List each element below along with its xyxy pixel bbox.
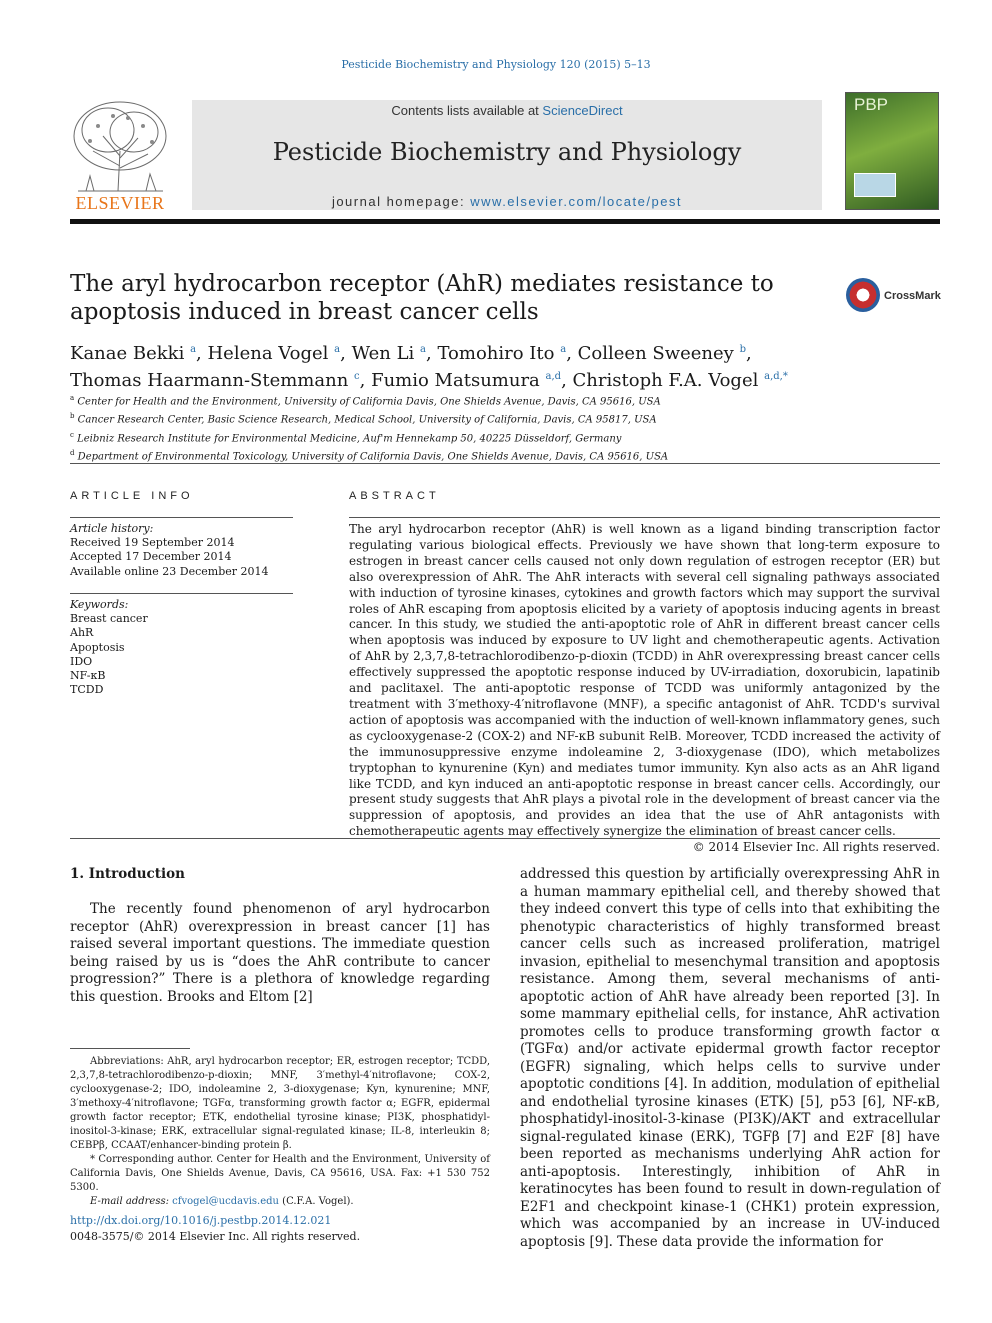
footnotes — [70, 1055, 490, 1209]
affiliation-divider — [70, 463, 940, 464]
email-link[interactable]: cfvogel@ucdavis.edu — [172, 1196, 279, 1207]
corresponding-author-footnote: * Corresponding author. Center for Health and the Environment, University of California Davis, One Shields Avenue, Davis, CA 95616, USA. Fax: +1 530 752 5300. — [70, 1154, 490, 1193]
keywords: Keywords: Breast cancer AhR Apoptosis IDO NF-κB TCDD — [70, 598, 293, 697]
journal-cover-image[interactable] — [845, 92, 939, 210]
author[interactable]: Christoph F.A. Vogel $^{a,d,*}$ — [572, 370, 788, 391]
author[interactable]: Wen Li $^a$ — [351, 343, 426, 364]
article-info-divider — [70, 517, 293, 518]
intro-left-column: The recently found phenomenon of aryl hydrocarbon receptor (AhR) overexpression in breast cancer [1] has raised several important questions. The immediate question being raised by us is “does the AhR contribute to cancer progression?” There is a plethora of knowledge regarding this question. Brooks and Eltom [2] — [70, 901, 490, 1005]
crossmark-icon — [846, 278, 880, 312]
article-info-heading: ARTICLE INFO — [70, 490, 194, 502]
issn-line: 0048-3575/© 2014 Elsevier Inc. All rights reserved. — [70, 1230, 361, 1243]
author[interactable]: Thomas Haarmann-Stemmann $^c$ — [70, 370, 360, 391]
header-divider — [70, 219, 940, 224]
homepage-link[interactable]: www.elsevier.com/locate/pest — [470, 194, 683, 209]
crossmark-button[interactable] — [846, 278, 946, 318]
crossmark-label: CrossMark — [884, 290, 941, 302]
affiliation: $^b$ Cancer Research Center, Basic Science Research, Medical School, University of California, Davis, CA 95817, USA — [70, 412, 657, 426]
author[interactable]: Kanae Bekki $^a$ — [70, 343, 197, 364]
author[interactable]: Colleen Sweeney $^b$ — [577, 343, 746, 364]
cover-thumbnail-icon — [854, 173, 896, 197]
keyword: Breast cancer — [70, 612, 148, 626]
author-list: Kanae Bekki $^a$, Helena Vogel $^a$, Wen Li $^a$, Tomohiro Ito $^a$, Colleen Sweeney $^b$, Thomas Haarmann-Stemmann $^c$, Fumio Matsumura $^{a,d}$, Christoph F.A. Vogel $^{a,d,*}$ — [70, 343, 788, 391]
affiliation: $^d$ Department of Environmental Toxicology, University of California Davis, One Shields Avenue, Davis, CA 95616, USA — [70, 448, 669, 463]
keyword: NF-κB — [70, 669, 106, 683]
footnote-divider — [70, 1048, 190, 1049]
journal-citation[interactable]: Pesticide Biochemistry and Physiology 120 (2015) 5–13 — [341, 58, 651, 71]
journal-banner — [192, 100, 822, 210]
email-footnote: E-mail address: cfvogel@ucdavis.edu (C.F.A. Vogel). — [90, 1196, 354, 1207]
article-history: Article history: Received 19 September 2014 Accepted 17 December 2014 Available online 23 December 2014 — [70, 522, 269, 578]
contents-line: Contents lists available at ScienceDirect — [391, 103, 623, 118]
abstract-heading: ABSTRACT — [349, 490, 440, 502]
keyword: Apoptosis — [70, 640, 125, 654]
abstract-end-divider — [70, 838, 940, 839]
affiliations — [70, 391, 930, 464]
cover-title: PBP — [854, 95, 889, 114]
author[interactable]: Helena Vogel $^a$ — [207, 343, 341, 364]
abstract-divider — [349, 517, 940, 518]
affiliation: $^a$ Center for Health and the Environment, University of California Davis, One Shields Avenue, Davis, CA 95616, USA — [70, 394, 661, 408]
doi-block — [70, 1213, 360, 1245]
abstract-copyright: © 2014 Elsevier Inc. All rights reserved. — [692, 840, 940, 855]
sciencedirect-link[interactable]: ScienceDirect — [542, 103, 623, 118]
affiliation: $^c$ Leibniz Research Institute for Environmental Medicine, Auf'm Hennekamp 50, 40225 Düsseldorf, Germany — [70, 430, 622, 444]
keywords-divider — [70, 593, 293, 594]
author[interactable]: Fumio Matsumura $^{a,d}$ — [371, 370, 562, 391]
keyword: IDO — [70, 654, 93, 668]
abstract-body: The aryl hydrocarbon receptor (AhR) is well known as a ligand binding transcription factor regulating various biological effects. Previously we have shown that long-term exposure to estrogen in breast cancer cells caused not only down regulation of estrogen receptor (ER) but also overexpression of AhR. The AhR interacts with several cell signaling pathways associated with induction of tyrosine kinases, cytokines and growth factors which may support the survival roles of AhR escaping from apoptosis elicited by a variety of apoptosis inducing agents in breast cancer. In this study, we studied the anti-apoptotic role of AhR in different breast cancer cells when apoptosis was induced by exposure to UV light and chemotherapeutic agents. Activation of AhR by 2,3,7,8-tetrachlorodibenzo-p-dioxin (TCDD) in AhR overexpressing breast cancer cells effectively suppressed the apoptotic response induced by UV-irradiation, doxorubicin, lapatinib and paclitaxel. The anti-apoptotic response of TCDD was uniformly antagonized by the treatment with 3′methoxy-4′nitroflavone (MNF), a specific antagonist of AhR. TCDD's survival action of apoptosis was accompanied with the induction of well-known inflammatory genes, such as cyclooxygenase-2 (COX-2) and NF-κB subunit RelB. Moreover, TCDD increased the activity of the immunosuppressive enzyme indoleamine 2, 3-dioxygenase (IDO), which metabolizes tryptophan to kynurenine (Kyn) and mediates tumor immunity. Kyn also acts as an AhR ligand like TCDD, and kyn induced an anti-apoptotic response in breast cancer cells. Accordingly, our present study suggests that AhR plays a pivotal role in the development of breast cancer via the suppression of apoptosis, and provides an idea that the use of AhR antagonists with chemotherapeutic agents may effectively synergize the elimination of breast cancer cells. © 2014 Elsevier Inc. All rights reserved. — [349, 522, 940, 855]
homepage-line: journal homepage: www.elsevier.com/locate/pest — [331, 194, 683, 209]
author[interactable]: Tomohiro Ito $^a$ — [437, 343, 567, 364]
abbreviations-footnote: Abbreviations: AhR, aryl hydrocarbon receptor; ER, estrogen receptor; TCDD, 2,3,7,8-tetrachlorodibenzo-p-dioxin; MNF, 3′methyl-4′nitroflavone; COX-2, cyclooxygenase-2; IDO, indoleamine 2, 3-dioxygenase; Kyn, kynurenine; MNF, 3′methoxy-4′nitroflavone; TGFα, transforming growth factor α; EGFR, epidermal growth factor receptor; ETK, endothelial tyrosine kinase; PI3K, phosphatidyl-inositol-3-kinase; ERK, extracellular signal-regulated kinase; IL-8, interleukin 8; CEBPβ, CCAAT/enhancer-binding protein β. — [70, 1056, 490, 1151]
keyword: AhR — [70, 626, 94, 640]
article-title: The aryl hydrocarbon receptor (AhR) mediates resistance to apoptosis induced in breast cancer cells — [70, 271, 774, 325]
journal-title: Pesticide Biochemistry and Physiology — [272, 138, 742, 166]
doi-link[interactable]: http://dx.doi.org/10.1016/j.pestbp.2014.12.021 — [70, 1214, 332, 1227]
publisher-wordmark: ELSEVIER — [75, 193, 165, 213]
section-heading-introduction: 1. Introduction — [70, 866, 185, 882]
intro-right-column: addressed this question by artificially overexpressing AhR in a human mammary epithelial cell, and thereby showed that they indeed convert this type of cells into that exhibiting the phenotypic characteristics of highly transformed breast cancer cells such as increased proliferation, matrigel invasion, epithelial to mesenchymal transition and apoptosis resistance. Among them, several mechanisms of anti-apoptotic action of AhR have already been reported [3]. In some mammary epithelial cells, for instance, AhR activation promotes cells to produce transforming growth factor α (TGFα) and/or activate epidermal growth factor receptor (EGFR) signaling, which helps cells to survive under apoptotic conditions [4]. In addition, modulation of epithelial and endothelial tyrosine kinases (ETK) [5], p53 [6], NF-κB, phosphatidyl-inositol-3-kinase (PI3K)/AKT and extracellular signal-regulated kinase (ERK), TGFβ [7] and E2F [8] have been reported as mechanisms underlying AhR action for anti-apoptosis. Interestingly, inhibition of AhR in keratinocytes has been found to result in down-regulation of E2F1 and checkpoint kinase-1 (CHK1) protein expression, which was accompanied by an increase in UV-induced apoptosis [9]. These data provide the information for — [520, 866, 940, 1250]
keyword: TCDD — [70, 683, 104, 697]
